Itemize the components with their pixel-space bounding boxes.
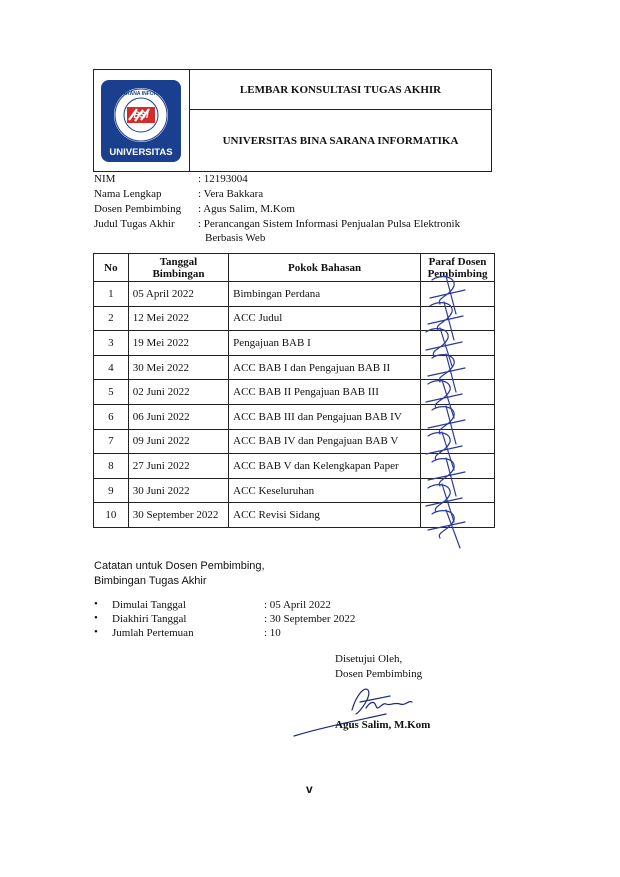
notes-item-label: Jumlah Pertemuan: [112, 627, 194, 639]
notes-item-value: : 10: [264, 627, 281, 639]
row-date: 12 Mei 2022: [128, 306, 228, 331]
row-no: 1: [94, 282, 129, 307]
row-date: 30 September 2022: [128, 503, 228, 528]
logo-label: UNIVERSITAS: [109, 147, 173, 158]
approval-line1: Disetujui Oleh,: [335, 653, 403, 665]
page-number: v: [306, 782, 313, 796]
notes-line2: Bimbingan Tugas Akhir: [94, 575, 207, 587]
row-topic: ACC BAB III dan Pengajuan BAB IV: [229, 404, 421, 429]
row-topic: ACC Judul: [229, 306, 421, 331]
document-title: LEMBAR KONSULTASI TUGAS AKHIR: [190, 70, 491, 110]
nim-label: NIM: [94, 173, 116, 185]
logo-mark: BSI: [133, 110, 149, 120]
row-no: 3: [94, 331, 129, 356]
notes-item-value: : 30 September 2022: [264, 613, 356, 625]
row-topic: Bimbingan Perdana: [229, 282, 421, 307]
row-no: 7: [94, 429, 129, 454]
col-header-topic: Pokok Bahasan: [229, 254, 421, 282]
advisor-signature: [290, 680, 420, 740]
col-header-date: Tanggal Bimbingan: [128, 254, 228, 282]
row-topic: ACC BAB II Pengajuan BAB III: [229, 380, 421, 405]
row-topic: ACC BAB V dan Kelengkapan Paper: [229, 454, 421, 479]
row-date: 30 Juni 2022: [128, 478, 228, 503]
row-date: 27 Juni 2022: [128, 454, 228, 479]
notes-line1: Catatan untuk Dosen Pembimbing,: [94, 560, 265, 572]
bullet-icon: •: [94, 612, 98, 624]
row-date: 19 Mei 2022: [128, 331, 228, 356]
logo-cell: [94, 70, 190, 171]
advisor-name: Agus Salim, M.Kom: [335, 719, 431, 731]
row-topic: ACC Keseluruhan: [229, 478, 421, 503]
advisor-label: Dosen Pembimbing: [94, 203, 182, 215]
thesis-value-line2: Berbasis Web: [205, 232, 266, 244]
row-date: 05 April 2022: [128, 282, 228, 307]
row-topic: Pengajuan BAB I: [229, 331, 421, 356]
name-value: : Vera Bakkara: [198, 188, 264, 200]
paraf-signatures: [410, 268, 500, 553]
name-label: Nama Lengkap: [94, 188, 162, 200]
row-no: 9: [94, 478, 129, 503]
notes-item: [94, 599, 414, 613]
nim-value: : 12193004: [198, 173, 248, 185]
row-topic: ACC BAB I dan Pengajuan BAB II: [229, 355, 421, 380]
bullet-icon: •: [94, 598, 98, 610]
notes-item-label: Diakhiri Tanggal: [112, 613, 187, 625]
thesis-label: Judul Tugas Akhir: [94, 218, 175, 230]
row-no: 8: [94, 454, 129, 479]
row-no: 10: [94, 503, 129, 528]
row-topic: ACC BAB IV dan Pengajuan BAB V: [229, 429, 421, 454]
row-date: 09 Juni 2022: [128, 429, 228, 454]
advisor-value: : Agus Salim, M.Kom: [198, 203, 295, 215]
row-date: 02 Juni 2022: [128, 380, 228, 405]
header-box: [93, 69, 492, 172]
row-no: 2: [94, 306, 129, 331]
row-no: 4: [94, 355, 129, 380]
col-header-no: No: [94, 254, 129, 282]
col-header-sign: Paraf Dosen Pembimbing: [421, 254, 495, 282]
university-logo: [101, 80, 181, 162]
row-date: 30 Mei 2022: [128, 355, 228, 380]
row-no: 5: [94, 380, 129, 405]
notes-item-value: : 05 April 2022: [264, 599, 331, 611]
logo-ring-text: BINA SARANA INFORMATIKA: [105, 91, 177, 97]
approval-line2: Dosen Pembimbing: [335, 668, 423, 680]
notes-item: [94, 627, 414, 641]
row-no: 6: [94, 404, 129, 429]
bullet-icon: •: [94, 626, 98, 638]
notes-item-label: Dimulai Tanggal: [112, 599, 186, 611]
row-date: 06 Juni 2022: [128, 404, 228, 429]
row-topic: ACC Revisi Sidang: [229, 503, 421, 528]
university-name: UNIVERSITAS BINA SARANA INFORMATIKA: [222, 134, 459, 147]
notes-item: [94, 613, 414, 627]
thesis-value-line1: : Perancangan Sistem Informasi Penjualan Pulsa Elektronik: [198, 218, 461, 230]
